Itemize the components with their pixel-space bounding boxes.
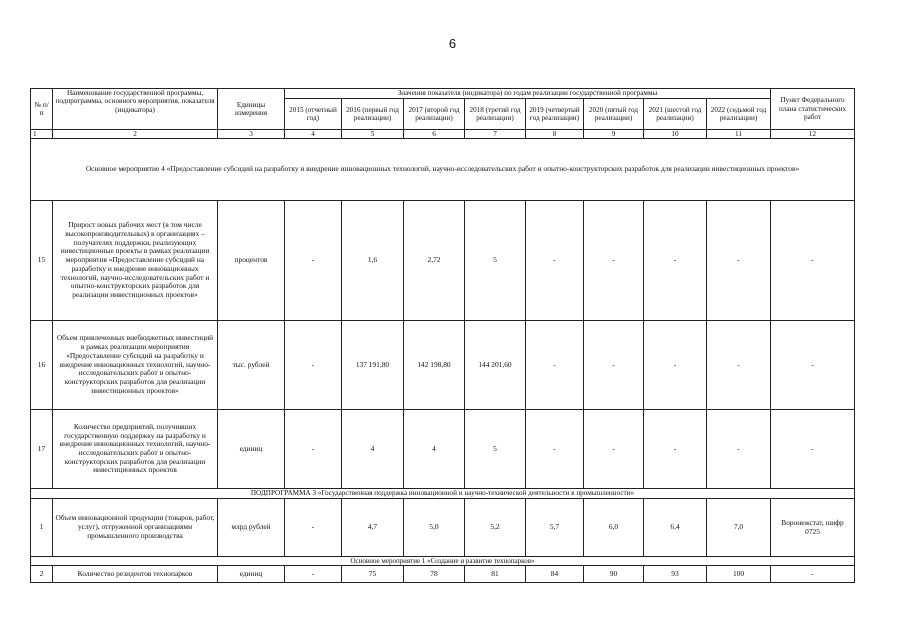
row-value: 144 201,60 xyxy=(465,321,526,410)
header-col-num: № п/п xyxy=(31,89,53,130)
row-value: - xyxy=(285,410,342,489)
header-col-name: Наименование государственной программы, подпрограммы, основного мероприятия, показателя (индикатора) xyxy=(53,89,218,130)
row-value: - xyxy=(707,321,771,410)
row-value: - xyxy=(644,201,707,321)
row-value: - xyxy=(584,201,644,321)
header-year: 2019 (четвертый год реализации) xyxy=(526,99,584,130)
row-value: - xyxy=(644,410,707,489)
section-title: Основное мероприятие 1 «Создание и развитие технопарков» xyxy=(31,557,855,566)
row-value: 5,7 xyxy=(526,499,584,557)
row-value: 4 xyxy=(342,410,404,489)
column-number: 4 xyxy=(285,130,342,139)
row-value: 100 xyxy=(707,566,771,583)
row-value: 90 xyxy=(584,566,644,583)
row-value: 81 xyxy=(465,566,526,583)
table-row xyxy=(31,201,855,321)
row-value: - xyxy=(584,410,644,489)
row-number: 16 xyxy=(31,321,53,410)
row-name: Прирост новых рабочих мест (в том числе высокопроизводительных) в организациях – получателях поддержки, реализующих инвестиционные проекты в рамках реализации мероприятия «Предоставление субсидий на разработку и внедрение инновационных технологий, научно-исследовательских работ и опытно-конструкторских разработок для реализации инвестиционных проектов» xyxy=(53,201,218,321)
row-value: - xyxy=(526,321,584,410)
row-value: 75 xyxy=(342,566,404,583)
row-number: 15 xyxy=(31,201,53,321)
column-number: 9 xyxy=(584,130,644,139)
header-year: 2022 (седьмой год реализации) xyxy=(707,99,771,130)
table-row xyxy=(31,410,855,489)
row-name: Объем инновационной продукции (товаров, работ, услуг), отгруженной организациями промышленного производства xyxy=(53,499,218,557)
indicators-table xyxy=(30,88,855,583)
section-main-event-1 xyxy=(31,557,855,566)
row-number: 1 xyxy=(31,499,53,557)
row-value: 5,2 xyxy=(465,499,526,557)
header-year: 2017 (второй год реализации) xyxy=(404,99,465,130)
row-value: - xyxy=(285,499,342,557)
column-number: 3 xyxy=(218,130,285,139)
row-value: 1,6 xyxy=(342,201,404,321)
column-number: 7 xyxy=(465,130,526,139)
row-value: 4 xyxy=(404,410,465,489)
table-row xyxy=(31,566,855,583)
page-number: 6 xyxy=(448,36,457,51)
row-unit: единиц xyxy=(218,410,285,489)
row-unit: единиц xyxy=(218,566,285,583)
row-value: - xyxy=(707,201,771,321)
row-number: 17 xyxy=(31,410,53,489)
row-value: - xyxy=(644,321,707,410)
row-value: 5 xyxy=(465,201,526,321)
row-plan: - xyxy=(771,201,855,321)
row-unit: тыс. рублей xyxy=(218,321,285,410)
column-number: 5 xyxy=(342,130,404,139)
column-number: 6 xyxy=(404,130,465,139)
row-value: - xyxy=(707,410,771,489)
row-value: 6,4 xyxy=(644,499,707,557)
row-value: 142 198,80 xyxy=(404,321,465,410)
row-value: - xyxy=(285,201,342,321)
row-value: - xyxy=(526,410,584,489)
header-year: 2020 (пятый год реализации) xyxy=(584,99,644,130)
section-title: Основное мероприятие 4 «Предоставление субсидий на разработку и внедрение инновационных технологий, научно-исследовательских работ и опытно-конструкторских разработок для реализации инвестиционных проектов» xyxy=(31,139,855,201)
row-value: - xyxy=(584,321,644,410)
row-unit: процентов xyxy=(218,201,285,321)
table-row xyxy=(31,321,855,410)
row-value: 4,7 xyxy=(342,499,404,557)
subprogram-title: ПОДПРОГРАММА 3 «Государственная поддержка инновационной и научно-технической деятельности в промышленности» xyxy=(31,489,855,499)
column-number: 10 xyxy=(644,130,707,139)
row-value: 84 xyxy=(526,566,584,583)
row-unit: млрд рублей xyxy=(218,499,285,557)
row-value: 137 191,80 xyxy=(342,321,404,410)
header-values-group: Значения показателя (индикатора) по годам реализации государственной программы xyxy=(285,89,771,99)
column-number: 1 xyxy=(31,130,53,139)
column-number: 2 xyxy=(53,130,218,139)
row-value: 5 xyxy=(465,410,526,489)
row-value: 6,0 xyxy=(584,499,644,557)
header-year: 2016 (первый год реализации) xyxy=(342,99,404,130)
row-plan: Воронежстат, шифр 0725 xyxy=(771,499,855,557)
row-value: - xyxy=(285,566,342,583)
header-col-plan: Пункт Федерального плана статистических работ xyxy=(771,89,855,130)
row-value: 5,0 xyxy=(404,499,465,557)
row-plan: - xyxy=(771,321,855,410)
row-value: 7,0 xyxy=(707,499,771,557)
row-plan: - xyxy=(771,410,855,489)
column-numbers-row xyxy=(31,130,855,139)
header-year: 2018 (третий год реализации) xyxy=(465,99,526,130)
subprogram-3-row xyxy=(31,489,855,499)
header-year: 2021 (шестой год реализации) xyxy=(644,99,707,130)
column-number: 12 xyxy=(771,130,855,139)
row-value: 93 xyxy=(644,566,707,583)
header-year: 2015 (отчетный год) xyxy=(285,99,342,130)
column-number: 11 xyxy=(707,130,771,139)
row-value: - xyxy=(526,201,584,321)
row-value: 2,72 xyxy=(404,201,465,321)
row-name: Объем привлеченных внебюджетных инвестиций в рамках реализации мероприятия «Предоставление субсидий на разработку и внедрение инновационных технологий, научно-исследовательских работ и опытно-конструкторских разработок для реализации инвестиционных проектов» xyxy=(53,321,218,410)
section-main-event-4 xyxy=(31,139,855,201)
row-value: 78 xyxy=(404,566,465,583)
row-number: 2 xyxy=(31,566,53,583)
row-value: - xyxy=(285,321,342,410)
row-plan: - xyxy=(771,566,855,583)
table-row xyxy=(31,499,855,557)
column-number: 8 xyxy=(526,130,584,139)
row-name: Количество резидентов технопарков xyxy=(53,566,218,583)
header-col-unit: Единицы измерения xyxy=(218,89,285,130)
header-row-group xyxy=(31,89,855,99)
row-name: Количество предприятий, получивших государственную поддержку на разработку и внедрение инновационных технологий, научно-исследовательских работ и опытно-конструкторских разработок для реализации инвестиционных проектов xyxy=(53,410,218,489)
